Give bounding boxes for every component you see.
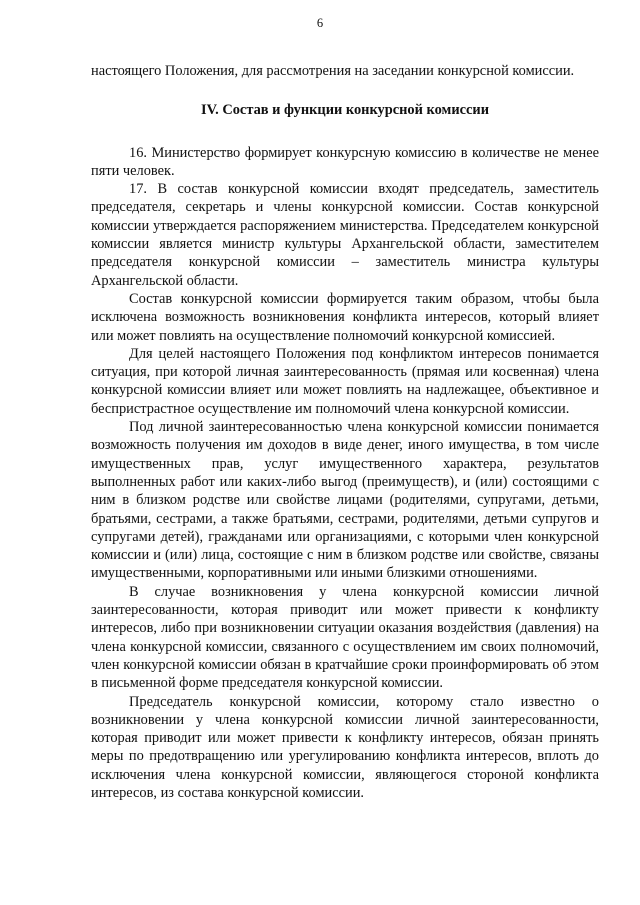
paragraph-personal-interest: Под личной заинтересованностью члена конкурсной комиссии понимается возможность получения им доходов в виде денег, иного имущества, в том числе имущественных прав, услуг имущественного характера, результатов выполненных работ или каких-либо выгод (преимуществ), и (или) состоящими с ним в близком родстве или свойстве лицами (родителями, супругами, детьми, братьями, сестрами, а также братьями, сестрами, родителями, детьми супругов и супругами детей), гражданами или организациями, с которыми член конкурсной комиссии и (или) лица, состоящие с ним в близком родстве или свойстве, связаны имущественными, корпоративными или иными близкими отношениями. — [91, 419, 599, 582]
section-heading: IV. Состав и функции конкурсной комиссии — [201, 102, 489, 119]
paragraph-16: 16. Министерство формирует конкурсную комиссию в количестве не менее пяти человек. — [91, 144, 599, 179]
paragraph-17: 17. В состав конкурсной комиссии входят председатель, заместитель председателя, секретарь и члены конкурсной комиссии. Состав конкурсной комиссии утверждается распоряжением министерства. Председателем конкурсной комиссии является министр культуры Архангельской области, заместителем председателя конкурсной комиссии – заместитель министра культуры Архангельской области. — [91, 181, 599, 289]
paragraph-composition: Состав конкурсной комиссии формируется таким образом, чтобы была исключена возможность возникновения конфликта интересов, который влияет или может повлиять на осуществление полномочий конкурсной комиссией. — [91, 290, 599, 344]
paragraph-chair-duty: Председатель конкурсной комиссии, которому стало известно о возникновении у члена конкурсной комиссии личной заинтересованности, которая приводит или может привести к конфликту интересов, обязан принять меры по предотвращению или урегулированию конфликта интересов, вплоть до исключения члена конкурсной комиссии, являющегося стороной конфликта интересов, из состава конкурсной комиссии. — [91, 693, 599, 801]
document-body — [91, 62, 599, 802]
page-number: 6 — [316, 16, 324, 30]
intro-paragraph: настоящего Положения, для рассмотрения на заседании конкурсной комиссии. — [91, 63, 575, 79]
paragraph-conflict-definition: Для целей настоящего Положения под конфликтом интересов понимается ситуация, при которой личная заинтересованность (прямая или косвенная) члена конкурсной комиссии влияет или может повлиять на надлежащее, объективное и беспристрастное осуществление им полномочий члена конкурсной комиссии. — [91, 345, 599, 417]
paragraph-member-duty: В случае возникновения у члена конкурсной комиссии личной заинтересованности, которая приводит или может привести к конфликту интересов, либо при возникновении ситуации оказания воздействия (давления) на члена конкурсной комиссии, связанного с осуществлением им своих полномочий, член конкурсной комиссии обязан в кратчайшие сроки проинформировать об этом в письменной форме председателя конкурсной комиссии. — [91, 583, 599, 692]
